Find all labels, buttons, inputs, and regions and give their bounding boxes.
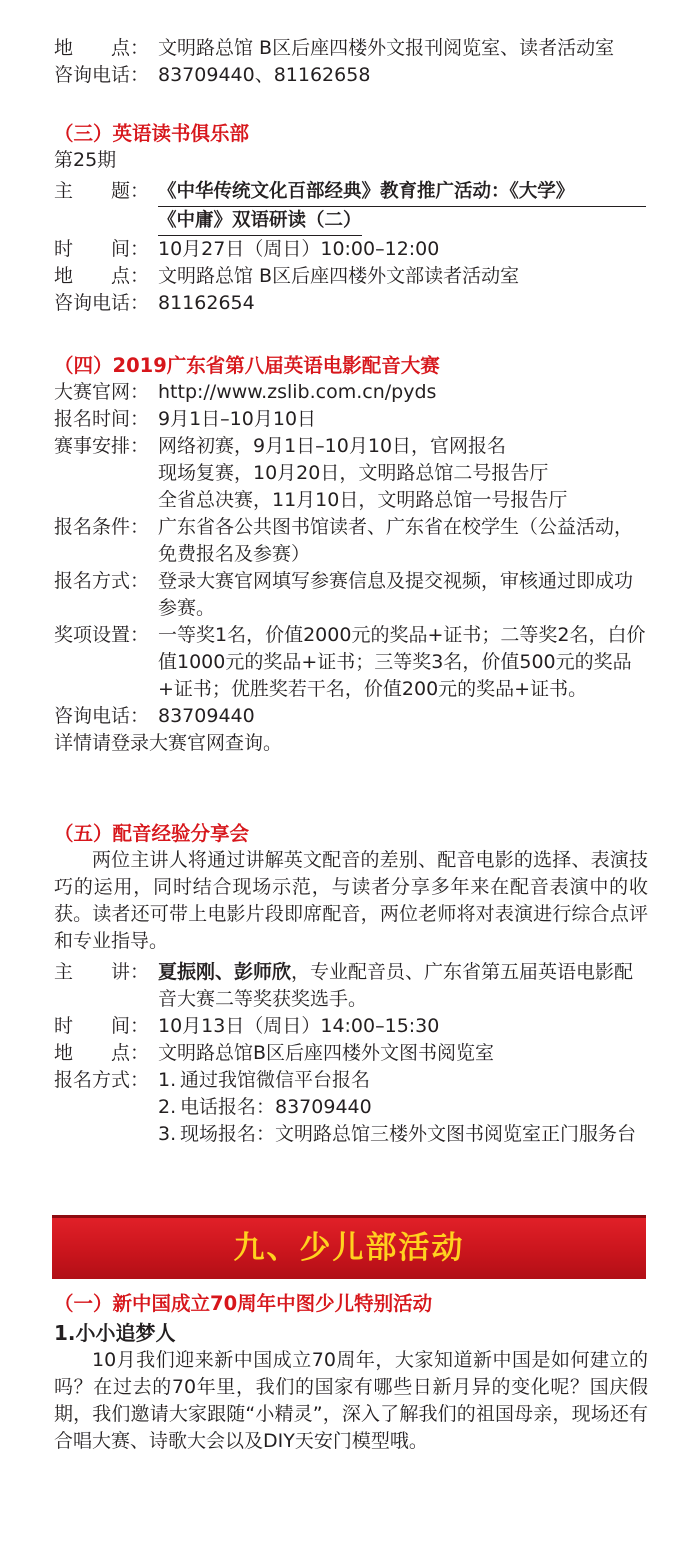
signup-time-value: 9月1日–10月10日 — [158, 408, 317, 430]
list-item — [158, 1067, 648, 1094]
site-row — [54, 379, 648, 406]
sharing-section — [54, 820, 648, 1148]
schedule-row — [54, 433, 648, 514]
section-heading: （四）2019广东省第八届英语电影配音大赛 — [54, 354, 440, 377]
top-location-row — [54, 35, 648, 62]
location-row — [54, 1040, 648, 1067]
topic-label: 主 题： — [54, 180, 150, 202]
speaker-row — [54, 959, 648, 1013]
schedule-item: 现场复赛，10月20日，文明路总馆二号报告厅 — [158, 462, 549, 484]
method-value: 登录大赛官网填写参赛信息及提交视频，审核通过即成功参赛。 — [158, 570, 634, 619]
intro-paragraph: 两位主讲人将通过讲解英文配音的差别、配音电影的选择、表演技巧的运用，同时结合现场示范，与读者分享多年来在配音表演中的收获。读者还可带上电影片段即席配音，两位老师将对表演进行综合点评和专业指导。 — [54, 849, 648, 952]
section-heading: （三）英语读书俱乐部 — [54, 122, 250, 145]
phone-label: 咨询电话： — [54, 705, 150, 727]
phone-value: 81162654 — [158, 292, 255, 314]
phone-row — [54, 703, 648, 730]
speaker-description: ，专业配音员、广东省第五届英语电影配音大赛二等奖获奖选手。 — [158, 961, 634, 1010]
location-value: 文明路总馆B区后座四楼外文图书阅览室 — [158, 1042, 495, 1064]
top-info — [54, 35, 648, 89]
phone-value: 83709440、81162658 — [158, 64, 371, 86]
time-label: 时 间： — [54, 1015, 150, 1037]
time-row — [54, 1013, 648, 1040]
location-value: 文明路总馆 B区后座四楼外文报刊阅览室、读者活动室 — [158, 37, 615, 59]
schedule-list — [158, 433, 648, 514]
list-text: 通过我馆微信平台报名 — [180, 1069, 371, 1091]
method-label: 报名方式： — [54, 570, 150, 592]
section-heading: （五）配音经验分享会 — [54, 822, 250, 845]
list-item — [158, 1121, 648, 1148]
topic-line-1: 《中华传统文化百部经典》教育推广活动：《大学》 — [158, 178, 646, 207]
reading-club-section — [54, 120, 648, 317]
site-value: http://www.zslib.com.cn/pyds — [158, 381, 437, 403]
issue-number: 第25期 — [54, 149, 117, 171]
time-label: 时 间： — [54, 238, 150, 260]
method-row — [54, 568, 648, 622]
list-number: 1. — [158, 1069, 177, 1091]
phone-label: 咨询电话： — [54, 292, 150, 314]
list-item — [158, 1094, 648, 1121]
children-section — [54, 1290, 648, 1455]
topic-row — [54, 178, 648, 236]
speaker-names: 夏振刚、彭师欣 — [158, 961, 292, 983]
location-label: 地 点： — [54, 1042, 150, 1064]
dubbing-contest-section — [54, 352, 648, 757]
phone-value: 83709440 — [158, 705, 255, 727]
conditions-row — [54, 514, 648, 568]
section-heading: （一）新中国成立70周年中图少儿特别活动 — [54, 1292, 433, 1315]
schedule-item: 网络初赛，9月1日–10月10日，官网报名 — [158, 435, 507, 457]
signup-time-label: 报名时间： — [54, 408, 150, 430]
list-text: 现场报名：文明路总馆三楼外文图书阅览室正门服务台 — [180, 1123, 637, 1145]
more-info-text: 详情请登录大赛官网查询。 — [54, 732, 283, 754]
schedule-label: 赛事安排： — [54, 435, 150, 457]
signup-method-row — [54, 1067, 648, 1148]
conditions-label: 报名条件： — [54, 516, 150, 538]
speaker-label: 主 讲： — [54, 961, 150, 983]
conditions-value: 广东省各公共图书馆读者、广东省在校学生（公益活动，免费报名及参赛） — [158, 516, 634, 565]
time-row — [54, 236, 648, 263]
location-row — [54, 263, 648, 290]
time-value: 10月27日（周日）10:00–12:00 — [158, 238, 440, 260]
site-label: 大赛官网： — [54, 381, 150, 403]
awards-label: 奖项设置： — [54, 624, 150, 646]
awards-value: 一等奖1名，价值2000元的奖品+证书；二等奖2名，白价值1000元的奖品+证书；三等奖3名，价值500元的奖品+证书；优胜奖若干名，价值200元的奖品+证书。 — [158, 624, 646, 700]
list-text: 电话报名：83709440 — [180, 1096, 372, 1118]
phone-label: 咨询电话： — [54, 64, 150, 86]
top-phone-row — [54, 62, 648, 89]
list-number: 3. — [158, 1123, 177, 1145]
awards-row — [54, 622, 648, 703]
signup-time-row — [54, 406, 648, 433]
subsection-heading: 1.小小追梦人 — [54, 1321, 176, 1345]
intro-paragraph: 10月我们迎来新中国成立70周年，大家知道新中国是如何建立的吗？在过去的70年里，我们的国家有哪些日新月异的变化呢？国庆假期，我们邀请大家跟随“小精灵”，深入了解我们的祖国母亲，现场还有合唱大赛、诗歌大会以及DIY天安门模型哦。 — [54, 1349, 648, 1452]
location-label: 地 点： — [54, 37, 150, 59]
location-label: 地 点： — [54, 265, 150, 287]
topic-line-2: 《中庸》双语研读（二） — [158, 207, 362, 236]
banner-title: 九、少儿部活动 — [233, 1230, 465, 1266]
schedule-item: 全省总决赛，11月10日，文明路总馆一号报告厅 — [158, 489, 568, 511]
phone-row — [54, 290, 648, 317]
method-label: 报名方式： — [54, 1069, 150, 1091]
location-value: 文明路总馆 B区后座四楼外文部读者活动室 — [158, 265, 520, 287]
method-list — [158, 1067, 648, 1148]
speaker-value — [158, 959, 648, 1013]
topic-value — [158, 178, 648, 236]
time-value: 10月13日（周日）14:00–15:30 — [158, 1015, 440, 1037]
chapter-banner — [52, 1215, 646, 1279]
list-number: 2. — [158, 1096, 177, 1118]
